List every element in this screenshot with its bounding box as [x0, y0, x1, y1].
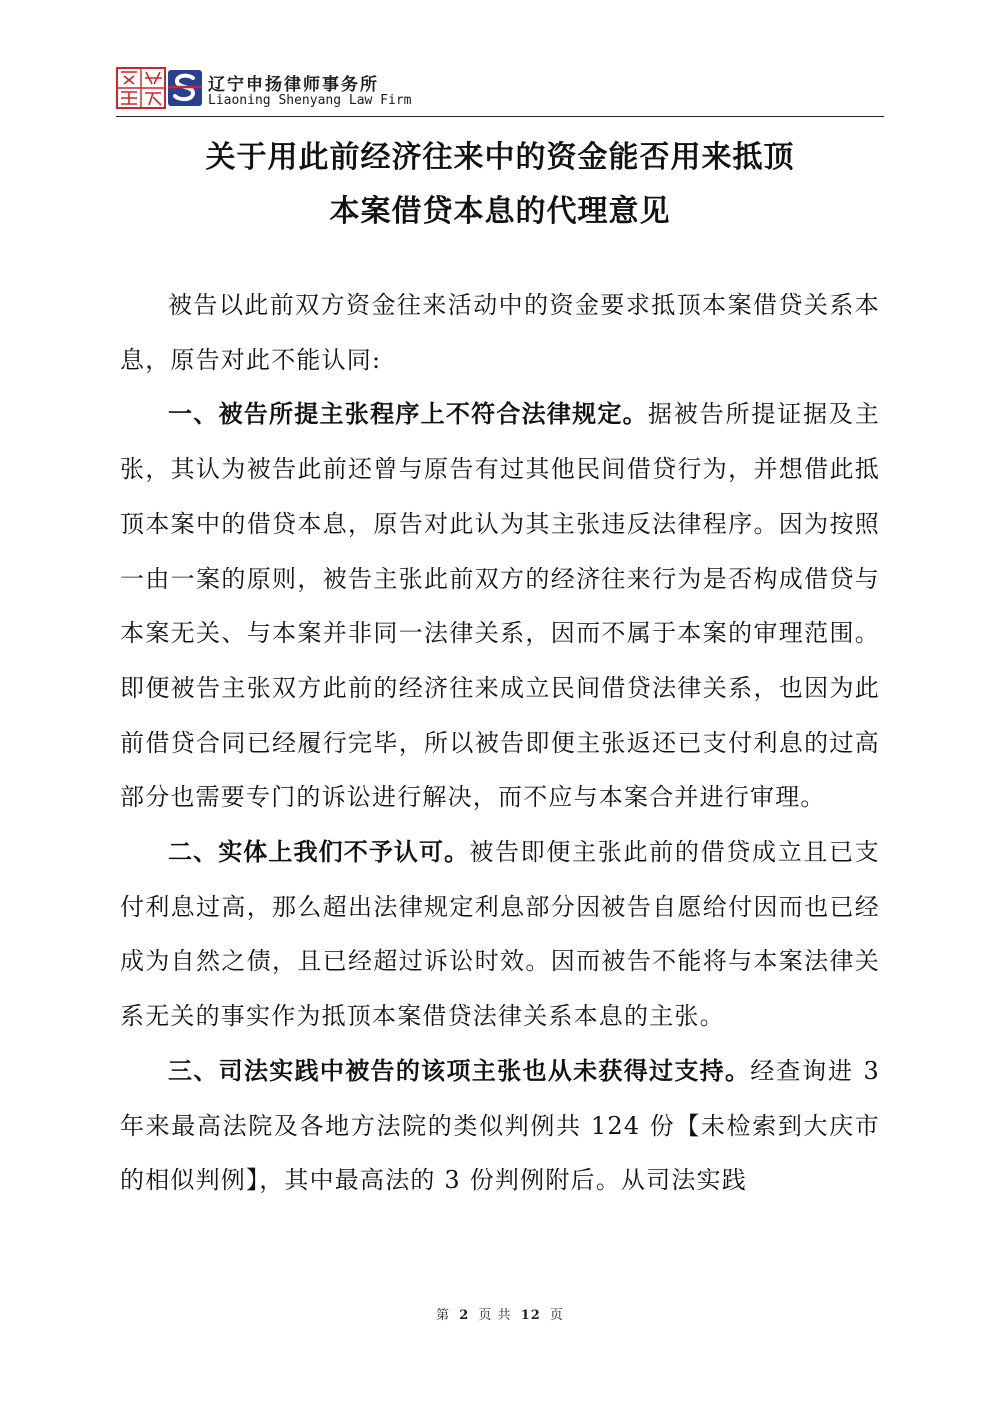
- point-one-text: 据被告所提证据及主张，其认为被告此前还曾与原告有过其他民间借贷行为，并想借此抵顶本案中的借贷本息，原告对此认为其主张违反法律程序。因为按照一由一案的原则，被告主张此前双方的经济往来行为是否构成借贷与本案无关、与本案并非同一法律关系，因而不属于本案的审理范围。即便被告主张双方此前的经济往来成立民间借贷法律关系，也因为此前借贷合同已经履行完毕，所以被告即便主张返还已支付利息的过高部分也需要专门的诉讼进行解决，而不应与本案合并进行审理。: [120, 400, 880, 812]
- point-two-text: 被告即便主张此前的借贷成立且已支付利息过高，那么超出法律规定利息部分因被告自愿给付因而也已经成为自然之债，且已经超过诉讼时效。因而被告不能将与本案法律关系无关的事实作为抵顶本案借贷法律关系本息的主张。: [120, 838, 881, 1031]
- document-title-line-2: 本案借贷本息的代理意见: [329, 194, 671, 229]
- total-page-count: 12: [520, 1308, 541, 1323]
- header-divider: [116, 116, 884, 117]
- letterhead: [116, 66, 884, 116]
- firm-name-chinese: 辽宁申扬律师事务所: [208, 75, 379, 95]
- point-two-heading: 二、实体上我们不予认可。: [168, 838, 470, 867]
- point-three-heading: 三、司法实践中被告的该项主张也从未获得过支持。: [168, 1056, 751, 1085]
- law-firm-logo: [116, 66, 204, 110]
- point-one-paragraph: [120, 387, 880, 825]
- current-page-number: 2: [459, 1308, 470, 1323]
- point-three-paragraph: [120, 1044, 880, 1208]
- footer-suffix: 页: [549, 1308, 564, 1323]
- document-title-line-1: 关于用此前经济往来中的资金能否用来抵顶: [205, 140, 795, 175]
- document-body: [120, 278, 880, 1208]
- point-three-text: 经查询进 3 年来最高法院及各地方法院的类似判例共 124 份【未检索到大庆市的相似判例】，其中最高法的 3 份判例附后。从司法实践: [120, 1056, 880, 1195]
- point-one-heading: 一、被告所提主张程序上不符合法律规定。: [168, 400, 648, 429]
- footer-prefix: 第: [436, 1308, 451, 1323]
- firm-name-english: Liaoning Shenyang Law Firm: [208, 93, 412, 108]
- footer-middle: 页 共: [478, 1308, 512, 1323]
- page-footer: [0, 1304, 1000, 1323]
- point-two-paragraph: [120, 825, 880, 1044]
- intro-paragraph: 被告以此前双方资金往来活动中的资金要求抵顶本案借贷关系本息，原告对此不能认同:: [120, 291, 880, 374]
